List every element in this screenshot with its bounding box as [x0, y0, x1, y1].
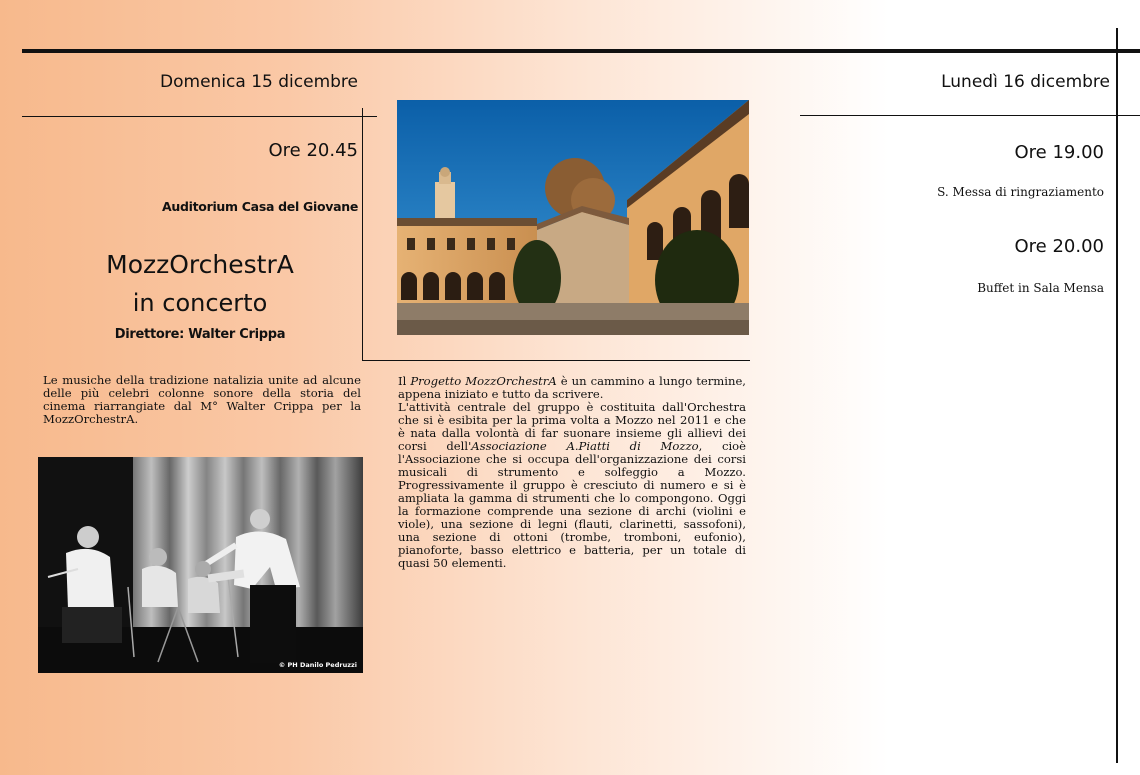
right-event2-time: Ore 20.00: [1014, 236, 1104, 257]
right-vertical-rule: [1116, 28, 1118, 763]
right-event2-text: Buffet in Sala Mensa: [977, 281, 1104, 295]
project-main-text: L'attività centrale del gruppo è costituita dall'Orchestra che si è esibita per la prima volta a Mozzo nel 2011 e che è nata dalla volontà di far suonare insieme gli allievi dei corsi dell': [398, 400, 746, 453]
middle-horizontal-rule: [362, 360, 750, 361]
middle-vertical-rule: [362, 108, 363, 361]
venue: Auditorium Casa del Giovane: [162, 199, 358, 214]
project-name: Progetto MozzOrchestrA: [410, 374, 557, 388]
left-header-rule: [22, 116, 377, 117]
project-intro-rest: è un cammino a lungo termine, appena iniziato e tutto da scrivere.: [398, 374, 746, 401]
orchestra-photo-drawing: [38, 457, 363, 673]
right-day-heading: Lunedì 16 dicembre: [941, 72, 1110, 92]
association-name: Associazione A.Piatti di Mozzo: [471, 439, 699, 453]
left-time: Ore 20.45: [268, 140, 358, 161]
right-event1-time: Ore 19.00: [1014, 142, 1104, 163]
project-description: [398, 375, 746, 570]
building-photo: [397, 100, 749, 335]
project-main-rest: , cioè l'Associazione che si occupa dell'organizzazione dei corsi musicali di strumento e solfeggio a Mozzo. Progressivamente il gruppo è cresciuto di numero e si è ampliata la gamma di strumenti che lo compongono. Oggi la formazione comprende una sezione di archi (violini e viole), una sezione di legni (flauti, clarinetti, sassofoni), una sezione di ottoni (trombe, tromboni, eufonio), pianoforte, basso elettrico e batteria, per un totale di quasi 50 elementi.: [398, 439, 746, 570]
concert-description: Le musiche della tradizione natalizia unite ad alcune delle più celebri colonne sonore della storia del cinema riarrangiate dal M° Walter Crippa per la MozzOrchestrA.: [43, 373, 361, 426]
director: Direttore: Walter Crippa: [114, 327, 286, 342]
right-header-rule: [800, 115, 1140, 116]
right-event1-text: S. Messa di ringraziamento: [937, 185, 1104, 199]
concert-title-line2: in concerto: [132, 289, 268, 317]
project-intro-text: Il: [398, 374, 411, 388]
left-day-heading: Domenica 15 dicembre: [160, 72, 358, 92]
orchestra-photo: [38, 457, 363, 673]
concert-title-line1: MozzOrchestrA: [106, 250, 294, 279]
photo-credit: © PH Danilo Pedruzzi: [278, 661, 357, 669]
building-photo-drawing: [397, 100, 749, 335]
top-rule: [22, 49, 1140, 53]
